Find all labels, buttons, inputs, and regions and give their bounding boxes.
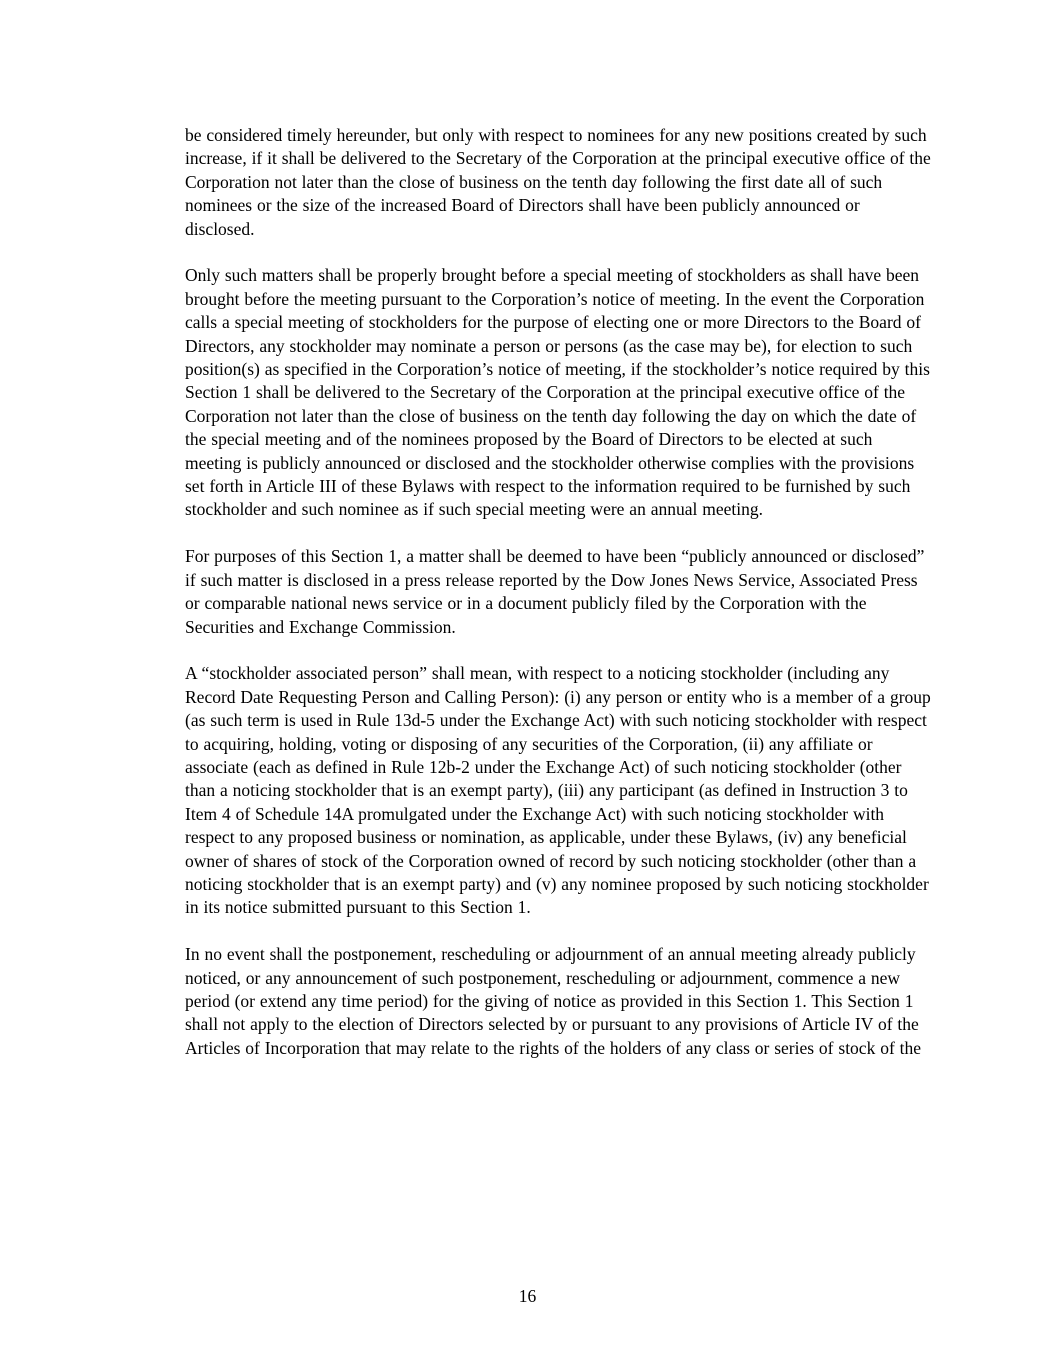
document-body [185,124,933,1084]
paragraph: A “stockholder associated person” shall mean, with respect to a noticing stockholder (including any Record Date Requesting Person and Calling Person): (i) any person or entity who is a member of a group (as such term is used in Rule 13d-5 under the Exchange Act) with such noticing stockholder with respect to acquiring, holding, voting or disposing of any securities of the Corporation, (ii) any affiliate or associate (each as defined in Rule 12b-2 under the Exchange Act) of such noticing stockholder (other than a noticing stockholder that is an exempt party), (iii) any participant (as defined in Instruction 3 to Item 4 of Schedule 14A promulgated under the Exchange Act) with such noticing stockholder with respect to any proposed business or nomination, as applicable, under these Bylaws, (iv) any beneficial owner of shares of stock of the Corporation owned of record by such noticing stockholder (other than a noticing stockholder that is an exempt party) and (v) any nominee proposed by such noticing stockholder in its notice submitted pursuant to this Section 1. [185,663,931,918]
paragraph: be considered timely hereunder, but only with respect to nominees for any new positions created by such increase, if it shall be delivered to the Secretary of the Corporation at the principal executive office of the Corporation not later than the close of business on the tenth day following the first date all of such nominees or the size of the increased Board of Directors shall have been publicly announced or disclosed. [185,125,931,239]
paragraph: Only such matters shall be properly brought before a special meeting of stockholders as shall have been brought before the meeting pursuant to the Corporation’s notice of meeting. In the event the Corporation calls a special meeting of stockholders for the purpose of electing one or more Directors to the Board of Directors, any stockholder may nominate a person or persons (as the case may be), for election to such position(s) as specified in the Corporation’s notice of meeting, if the stockholder’s notice required by this Section 1 shall be delivered to the Secretary of the Corporation at the principal executive office of the Corporation not later than the close of business on the tenth day following the day on which the date of the special meeting and of the nominees proposed by the Board of Directors to be elected at such meeting is publicly announced or disclosed and the stockholder otherwise complies with the provisions set forth in Article III of these Bylaws with respect to the information required to be furnished by such stockholder and such nominee as if such special meeting were an annual meeting. [185,265,930,520]
page-number: 16 [518,1286,537,1306]
paragraph: For purposes of this Section 1, a matter shall be deemed to have been “publicly announced or disclosed” if such matter is disclosed in a press release reported by the Dow Jones News Service, Associated Press or comparable national news service or in a document publicly filed by the Corporation with the Securities and Exchange Commission. [185,546,925,637]
paragraph: In no event shall the postponement, rescheduling or adjournment of an annual meeting already publicly noticed, or any announcement of such postponement, rescheduling or adjournment, commence a new period (or extend any time period) for the giving of notice as provided in this Section 1. This Section 1 shall not apply to the election of Directors selected by or pursuant to any provisions of Article IV of the Articles of Incorporation that may relate to the rights of the holders of any class or series of stock of the [185,944,922,1058]
